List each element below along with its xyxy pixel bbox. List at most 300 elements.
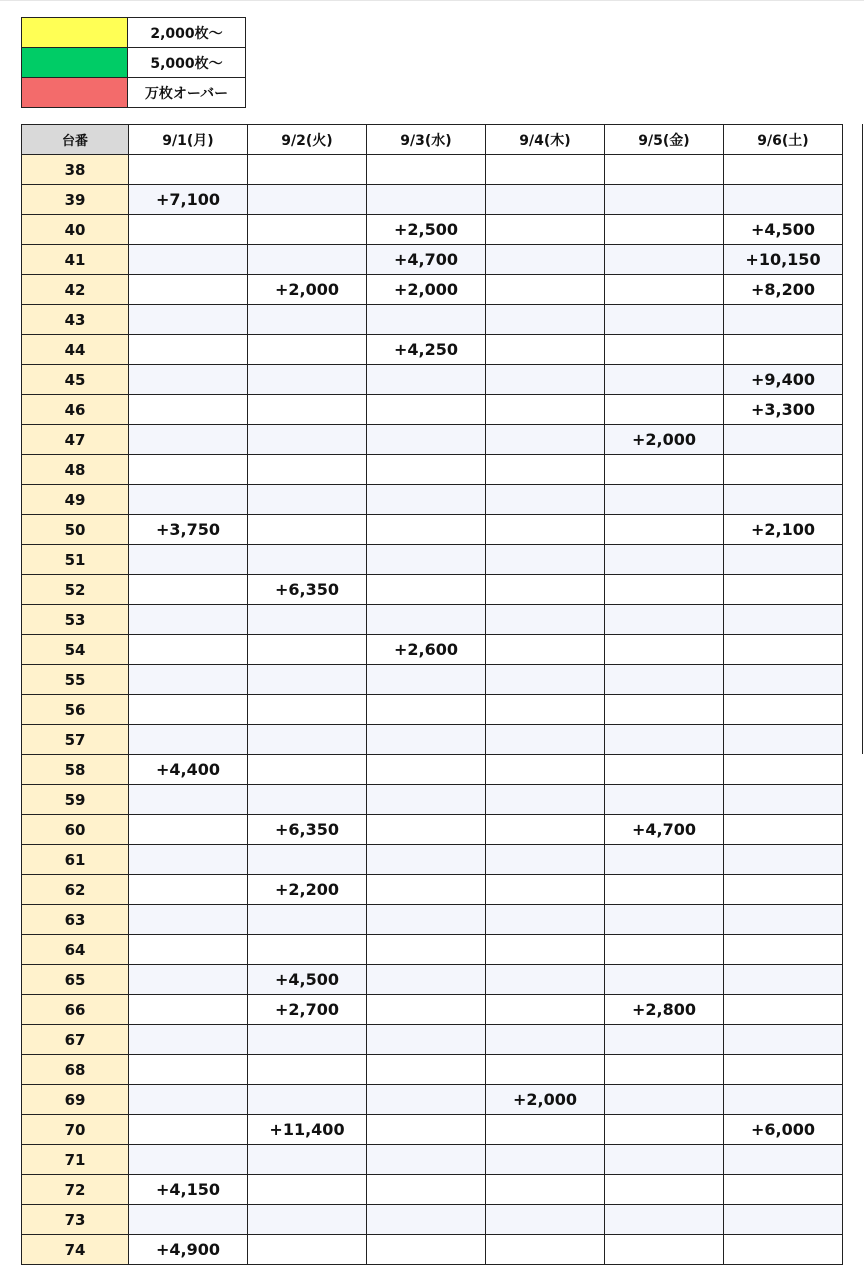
result-cell: +4,900 (129, 1235, 248, 1265)
result-cell (248, 455, 367, 485)
result-cell (129, 335, 248, 365)
machine-number: 68 (22, 1055, 129, 1085)
result-cell (367, 1205, 486, 1235)
table-row (22, 455, 843, 485)
result-cell (486, 995, 605, 1025)
result-cell (248, 605, 367, 635)
machine-number: 43 (22, 305, 129, 335)
result-cell (605, 245, 724, 275)
machine-number: 55 (22, 665, 129, 695)
result-cell (248, 485, 367, 515)
result-cell (367, 155, 486, 185)
machine-number: 72 (22, 1175, 129, 1205)
result-cell: +4,250 (367, 335, 486, 365)
result-cell (248, 245, 367, 275)
result-cell (248, 395, 367, 425)
result-cell (367, 665, 486, 695)
result-cell (248, 665, 367, 695)
result-cell (486, 755, 605, 785)
machine-number: 56 (22, 695, 129, 725)
result-cell (248, 215, 367, 245)
result-cell (367, 305, 486, 335)
result-cell (486, 665, 605, 695)
result-cell (248, 725, 367, 755)
result-cell (605, 1085, 724, 1115)
result-cell: +4,400 (129, 755, 248, 785)
result-cell: +2,800 (605, 995, 724, 1025)
result-cell: +3,750 (129, 515, 248, 545)
result-cell (129, 845, 248, 875)
result-cell: +2,000 (486, 1085, 605, 1115)
result-cell: +6,000 (724, 1115, 843, 1145)
result-cell (605, 485, 724, 515)
result-cell (248, 1205, 367, 1235)
result-cell (724, 935, 843, 965)
result-cell (486, 965, 605, 995)
result-cell (129, 1115, 248, 1145)
result-cell (605, 755, 724, 785)
result-cell (367, 425, 486, 455)
result-cell (605, 515, 724, 545)
result-cell (486, 695, 605, 725)
result-cell (605, 365, 724, 395)
result-cell (129, 395, 248, 425)
machine-number: 60 (22, 815, 129, 845)
result-cell (248, 755, 367, 785)
result-cell (248, 515, 367, 545)
table-row (22, 1235, 843, 1265)
result-cell: +4,700 (367, 245, 486, 275)
result-cell (486, 1115, 605, 1145)
result-cell (486, 725, 605, 755)
result-cell (248, 335, 367, 365)
result-cell (129, 605, 248, 635)
machine-number: 69 (22, 1085, 129, 1115)
result-cell (724, 1205, 843, 1235)
result-cell (724, 545, 843, 575)
result-cell (486, 635, 605, 665)
result-cell (605, 875, 724, 905)
machine-number: 41 (22, 245, 129, 275)
result-cell (724, 425, 843, 455)
result-cell (486, 155, 605, 185)
result-cell: +2,000 (248, 275, 367, 305)
machine-number: 58 (22, 755, 129, 785)
result-cell: +2,600 (367, 635, 486, 665)
result-cell (129, 875, 248, 905)
result-cell (486, 785, 605, 815)
result-cell (724, 335, 843, 365)
result-cell (605, 965, 724, 995)
result-cell (367, 995, 486, 1025)
result-cell (129, 455, 248, 485)
result-cell (129, 695, 248, 725)
result-cell: +2,700 (248, 995, 367, 1025)
result-cell (248, 1055, 367, 1085)
machine-number: 66 (22, 995, 129, 1025)
top-border (0, 0, 864, 1)
legend-swatch (22, 48, 128, 78)
result-cell (367, 185, 486, 215)
result-cell (605, 665, 724, 695)
result-cell (367, 365, 486, 395)
result-cell (605, 185, 724, 215)
result-cell (248, 305, 367, 335)
result-cell (486, 215, 605, 245)
result-cell (486, 545, 605, 575)
result-cell (367, 1145, 486, 1175)
result-cell: +3,300 (724, 395, 843, 425)
result-cell (367, 845, 486, 875)
result-cell (486, 905, 605, 935)
result-cell (367, 965, 486, 995)
result-cell (724, 455, 843, 485)
result-cell (724, 1235, 843, 1265)
result-cell (605, 935, 724, 965)
result-cell: +6,350 (248, 815, 367, 845)
result-cell (367, 1175, 486, 1205)
machine-number: 53 (22, 605, 129, 635)
result-cell (248, 1085, 367, 1115)
result-cell (605, 275, 724, 305)
result-cell (605, 335, 724, 365)
result-cell (367, 815, 486, 845)
legend-row (22, 48, 246, 78)
result-cell (129, 1205, 248, 1235)
result-cell (129, 1025, 248, 1055)
result-cell (605, 1115, 724, 1145)
result-cell: +4,500 (248, 965, 367, 995)
result-cell (486, 515, 605, 545)
table-row (22, 665, 843, 695)
result-cell (605, 845, 724, 875)
result-cell (605, 905, 724, 935)
result-cell: +11,400 (248, 1115, 367, 1145)
result-cell (248, 905, 367, 935)
table-row (22, 635, 843, 665)
result-cell (129, 245, 248, 275)
machine-number: 39 (22, 185, 129, 215)
result-cell (486, 365, 605, 395)
result-cell: +4,500 (724, 215, 843, 245)
legend-label: 2,000枚～ (128, 18, 246, 48)
result-cell (367, 785, 486, 815)
result-cell (486, 485, 605, 515)
result-cell (248, 1175, 367, 1205)
machine-number: 65 (22, 965, 129, 995)
table-row (22, 485, 843, 515)
result-cell (367, 395, 486, 425)
result-cell (367, 605, 486, 635)
day-header: 9/1(月) (129, 125, 248, 155)
day-header: 9/2(火) (248, 125, 367, 155)
result-cell (486, 1025, 605, 1055)
result-cell: +2,200 (248, 875, 367, 905)
result-cell (129, 365, 248, 395)
result-cell (248, 845, 367, 875)
result-cell (129, 1055, 248, 1085)
result-cell (605, 305, 724, 335)
table-row (22, 845, 843, 875)
table-row (22, 1115, 843, 1145)
result-cell (367, 875, 486, 905)
machine-number: 50 (22, 515, 129, 545)
result-cell (605, 395, 724, 425)
result-cell (486, 305, 605, 335)
table-row (22, 545, 843, 575)
result-cell (724, 1175, 843, 1205)
result-cell (605, 1235, 724, 1265)
result-cell: +4,150 (129, 1175, 248, 1205)
machine-number: 49 (22, 485, 129, 515)
result-cell (367, 1025, 486, 1055)
table-row (22, 725, 843, 755)
result-cell (605, 695, 724, 725)
result-cell (486, 245, 605, 275)
result-cell (367, 1235, 486, 1265)
result-cell (367, 485, 486, 515)
table-row (22, 605, 843, 635)
table-row (22, 1055, 843, 1085)
table-row (22, 965, 843, 995)
machine-number: 42 (22, 275, 129, 305)
result-cell (486, 815, 605, 845)
result-cell (724, 845, 843, 875)
result-cell (486, 395, 605, 425)
table-row (22, 815, 843, 845)
table-row (22, 785, 843, 815)
result-cell (367, 1085, 486, 1115)
result-cell (486, 335, 605, 365)
result-cell (248, 1235, 367, 1265)
table-row (22, 215, 843, 245)
machine-number: 51 (22, 545, 129, 575)
result-cell (129, 785, 248, 815)
result-cell: +4,700 (605, 815, 724, 845)
result-cell (724, 905, 843, 935)
machine-number: 45 (22, 365, 129, 395)
result-cell: +2,100 (724, 515, 843, 545)
result-cell (129, 965, 248, 995)
result-cell (605, 1025, 724, 1055)
table-row (22, 305, 843, 335)
result-cell (248, 545, 367, 575)
machine-number-header: 台番 (22, 125, 129, 155)
result-cell (605, 1145, 724, 1175)
result-cell (486, 1205, 605, 1235)
result-cell (248, 1145, 367, 1175)
result-cell (248, 695, 367, 725)
result-cell (129, 485, 248, 515)
result-cell (367, 575, 486, 605)
table-row (22, 755, 843, 785)
table-row (22, 875, 843, 905)
table-row (22, 245, 843, 275)
legend-label: 万枚オーバー (128, 78, 246, 108)
result-cell (605, 1055, 724, 1085)
result-cell (129, 155, 248, 185)
result-cell (367, 1055, 486, 1085)
result-cell (248, 935, 367, 965)
table-row (22, 425, 843, 455)
result-cell: +2,000 (367, 275, 486, 305)
machine-number: 70 (22, 1115, 129, 1145)
result-cell (367, 935, 486, 965)
result-cell: +2,500 (367, 215, 486, 245)
table-row (22, 365, 843, 395)
result-cell (367, 515, 486, 545)
result-cell (129, 935, 248, 965)
result-cell (724, 605, 843, 635)
result-cell (486, 1055, 605, 1085)
result-cell (129, 995, 248, 1025)
result-cell (605, 605, 724, 635)
table-row (22, 995, 843, 1025)
result-cell: +2,000 (605, 425, 724, 455)
result-cell (486, 185, 605, 215)
table-row (22, 185, 843, 215)
result-cell (129, 1145, 248, 1175)
result-cell (724, 725, 843, 755)
result-cell (486, 275, 605, 305)
day-header: 9/3(水) (367, 125, 486, 155)
table-row (22, 905, 843, 935)
table-row (22, 275, 843, 305)
result-cell (367, 725, 486, 755)
machine-number: 59 (22, 785, 129, 815)
result-cell (486, 575, 605, 605)
result-cell (248, 425, 367, 455)
result-cell (129, 635, 248, 665)
result-cell (724, 575, 843, 605)
table-row (22, 515, 843, 545)
legend-label: 5,000枚～ (128, 48, 246, 78)
result-cell (724, 965, 843, 995)
result-cell (367, 455, 486, 485)
machine-number: 63 (22, 905, 129, 935)
table-row (22, 935, 843, 965)
result-cell (724, 875, 843, 905)
machine-number: 64 (22, 935, 129, 965)
result-cell (605, 215, 724, 245)
machine-number: 74 (22, 1235, 129, 1265)
machine-number: 52 (22, 575, 129, 605)
result-cell (724, 485, 843, 515)
result-cell (605, 635, 724, 665)
result-cell (248, 365, 367, 395)
result-cell (605, 785, 724, 815)
result-cell: +10,150 (724, 245, 843, 275)
result-cell (486, 875, 605, 905)
result-cell (486, 455, 605, 485)
result-cell (129, 275, 248, 305)
result-cell (248, 1025, 367, 1055)
result-cell (367, 695, 486, 725)
result-cell (724, 785, 843, 815)
result-cell (724, 155, 843, 185)
result-cell (129, 305, 248, 335)
table-row (22, 155, 843, 185)
day-header: 9/4(木) (486, 125, 605, 155)
result-cell (367, 1115, 486, 1145)
machine-number: 40 (22, 215, 129, 245)
table-row (22, 695, 843, 725)
result-cell: +9,400 (724, 365, 843, 395)
result-cell (129, 215, 248, 245)
result-cell (129, 665, 248, 695)
machine-number: 54 (22, 635, 129, 665)
result-cell (724, 995, 843, 1025)
result-cell (129, 545, 248, 575)
result-cell: +7,100 (129, 185, 248, 215)
result-cell (605, 545, 724, 575)
result-cell (724, 305, 843, 335)
result-cell (724, 665, 843, 695)
machine-number: 61 (22, 845, 129, 875)
result-cell (367, 905, 486, 935)
machine-number: 48 (22, 455, 129, 485)
result-cell: +8,200 (724, 275, 843, 305)
header-row (22, 125, 843, 155)
table-row (22, 1205, 843, 1235)
result-cell (724, 185, 843, 215)
sheet-edge-line (862, 124, 863, 754)
result-cell (605, 455, 724, 485)
machine-number: 44 (22, 335, 129, 365)
legend-swatch (22, 78, 128, 108)
result-cell: +6,350 (248, 575, 367, 605)
result-cell (248, 785, 367, 815)
result-cell (605, 155, 724, 185)
result-cell (724, 1085, 843, 1115)
result-cell (486, 845, 605, 875)
result-cell (129, 425, 248, 455)
table-row (22, 1175, 843, 1205)
result-cell (724, 755, 843, 785)
result-cell (248, 635, 367, 665)
table-row (22, 1025, 843, 1055)
result-cell (486, 605, 605, 635)
result-cell (486, 425, 605, 455)
table-row (22, 1085, 843, 1115)
result-cell (367, 545, 486, 575)
table-row (22, 575, 843, 605)
legend-row (22, 18, 246, 48)
result-cell (129, 815, 248, 845)
table-row (22, 395, 843, 425)
machine-number: 67 (22, 1025, 129, 1055)
result-cell (129, 1085, 248, 1115)
result-cell (724, 1055, 843, 1085)
machine-number: 38 (22, 155, 129, 185)
machine-number: 47 (22, 425, 129, 455)
table-row (22, 335, 843, 365)
table-row (22, 1145, 843, 1175)
legend (21, 17, 246, 108)
machine-number: 62 (22, 875, 129, 905)
machine-number: 46 (22, 395, 129, 425)
result-cell (486, 1145, 605, 1175)
day-header: 9/6(土) (724, 125, 843, 155)
results-table (21, 124, 843, 1265)
legend-swatch (22, 18, 128, 48)
result-cell (724, 1025, 843, 1055)
result-cell (724, 1145, 843, 1175)
result-cell (486, 1235, 605, 1265)
legend-row (22, 78, 246, 108)
result-cell (248, 155, 367, 185)
result-cell (129, 905, 248, 935)
